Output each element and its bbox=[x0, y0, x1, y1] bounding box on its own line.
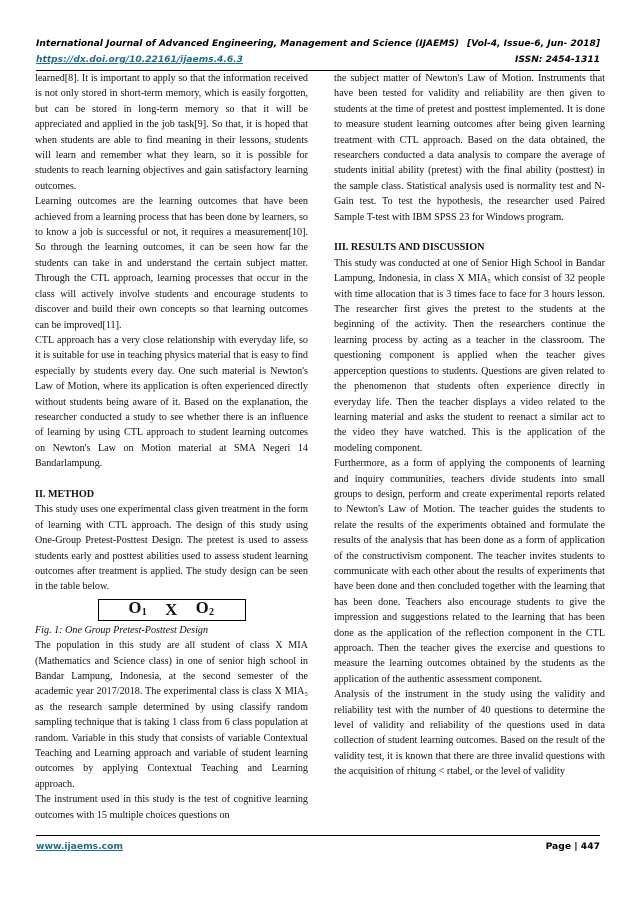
results-heading: III. RESULTS AND DISCUSSION bbox=[334, 242, 485, 254]
pretest-symbol: $O_1$ bbox=[128, 597, 148, 618]
paragraph: This study uses one experimental class given treatment in the form of learning with CTL approach. The design of this study using One-Group Pretest-Posttest Design. The pretest is used to assess students early and posttest abilities used to assess student learning outcomes after treatment is applied. The study design can be seen in the table below. bbox=[35, 504, 308, 593]
figure-caption: Fig. 1: One Group Pretest-Posttest Design bbox=[35, 624, 209, 636]
paragraph: Analysis of the instrument in the study using the validity and reliability test with the number of 40 questions to determine the level of validity and reliability of the questions used in data collection of student learning outcomes. Based on the result of the validity test, it is known that there are three invalid questions with the acquisition of rhitung < rtabel, or the level of validity bbox=[334, 689, 605, 778]
doi-link[interactable]: https://dx.doi.org/10.22161/ijaems.4.6.3 bbox=[36, 55, 243, 65]
posttest-symbol: $O_2$ bbox=[195, 597, 215, 618]
paragraph: Furthermore, as a form of applying the components of learning and inquiry communities, teachers divide students into small groups to design, perform and create experimental reports related to Newton's Law of Motion. The teacher guides the students to relate the results of the experiments obtained and formulate the results of the analysis that has been done as a form of application of the constructivism component. The teacher invites students to communicate with each other about the results of experiments that have been done and then concluded together with the learning that has been done. Teachers also encourage students to give the impression and suggestions related to the learning that has been done as the application of the reflection component in the CTL approach. Then the teacher gives the exercise and questions to measure the learning outcomes obtained by the students as the application of the authentic assessment component. bbox=[334, 458, 605, 685]
footer-divider bbox=[36, 835, 600, 836]
paragraph: CTL approach has a very close relationship with everyday life, so it is suitable for use in teaching physics material that is easy to find especially by students every day. One such material is Newton's Law of Motion, where its application is often experienced directly without students being aware of it. Based on the explanation, the researcher conducted a study to see whether there is an influence of learning by using CTL approach to student learning outcomes on Newton's Law on Motion material at SMA Negeri 14 Bandarlampung. bbox=[35, 334, 308, 470]
left-column bbox=[35, 71, 308, 823]
method-heading: II. METHOD bbox=[35, 488, 95, 500]
issn: ISSN: 2454-1311 bbox=[515, 55, 600, 65]
paragraph: This study was conducted at one of Senior High School in Bandar Lampung, Indonesia, in class X MIA₅ which consist of 32 people with time allocation that is 3 times face to face for 3 hours lesson. The researcher first gives the pretest to the students at the beginning of the activity. Then the researchers continue the learning process by acting as a teacher in the classroom. The questioning component is applied when the teacher gives apperception questions to students. Questions are given related to the phenomenon that students often experience directly in everyday life. Then the teacher displays a video related to the learning material and asks the student to reenact a similar act to the video they have watched. This is the application of the modeling component. bbox=[334, 257, 605, 454]
paragraph: learned[8]. It is important to apply so that the information received is not only stored in short-term memory, which is easily forgotten, but can be stored in long-term memory so that it will be appreciated and applied in the job task[9]. So that, it is hoped that when students are able to find meaning in their lessons, students will learn and remember what they learn, so it is possible for students to reach learning objectives and gain satisfactory learning outcomes. bbox=[35, 73, 308, 192]
paragraph: the subject matter of Newton's Law of Motion. Instruments that have been tested for validity and reliability are then given to students at the time of pretest and posttest implemented. It is done to measure student learning outcomes after being given learning treatment with CTL approach. Based on the data obtained, the researchers conducted a data analysis to compare the average of students initial ability (pretest) with the final ability (posttest) in the sample class. Statistical analysis used is normality test and N-Gain test. To test the hypothesis, the researcher used Paired Sample T-test with IBM SPSS 23 for Windows program. bbox=[334, 73, 605, 223]
design-diagram bbox=[98, 599, 246, 621]
paragraph: The population in this study are all student of class X MIA (Mathematics and Science class) in one of senior high school in Bandar Lampung, Indonesia, at the second semester of the academic year 2017/2018. The experimental class is class X MIA₅ as the research sample determined by using classify random sampling technique that is taking 1 class from 6 class population at random. Variable in this study that consists of variable Contextual Teaching and Learning approach and variable of student learning outcomes by applying Contextual Teaching and Learning approach. bbox=[35, 640, 308, 790]
paragraph: The instrument used in this study is the test of cognitive learning outcomes with 15 multiple choices questions on bbox=[35, 794, 308, 821]
treatment-symbol: X bbox=[165, 600, 178, 620]
journal-website-link[interactable]: www.ijaems.com bbox=[36, 841, 123, 852]
volume-issue: [Vol-4, Issue-6, Jun- 2018] bbox=[467, 39, 600, 49]
paragraph: Learning outcomes are the learning outcomes that have been achieved from a learning process that has been done by learners, so to know a job is successful or not, it requires a measurement[10]. So through the learning outcomes, it can be seen how far the students can take in and understand the certain subject matter. Through the CTL approach, learning processes that occur in the class will actively involve students and encourage students to discover and build their own concepts so that learning outcomes can be improved[11]. bbox=[35, 196, 308, 331]
page-number: Page | 447 bbox=[545, 841, 600, 852]
journal-title: International Journal of Advanced Engineering, Management and Science (IJAEMS) bbox=[36, 39, 460, 49]
right-column bbox=[334, 71, 605, 780]
